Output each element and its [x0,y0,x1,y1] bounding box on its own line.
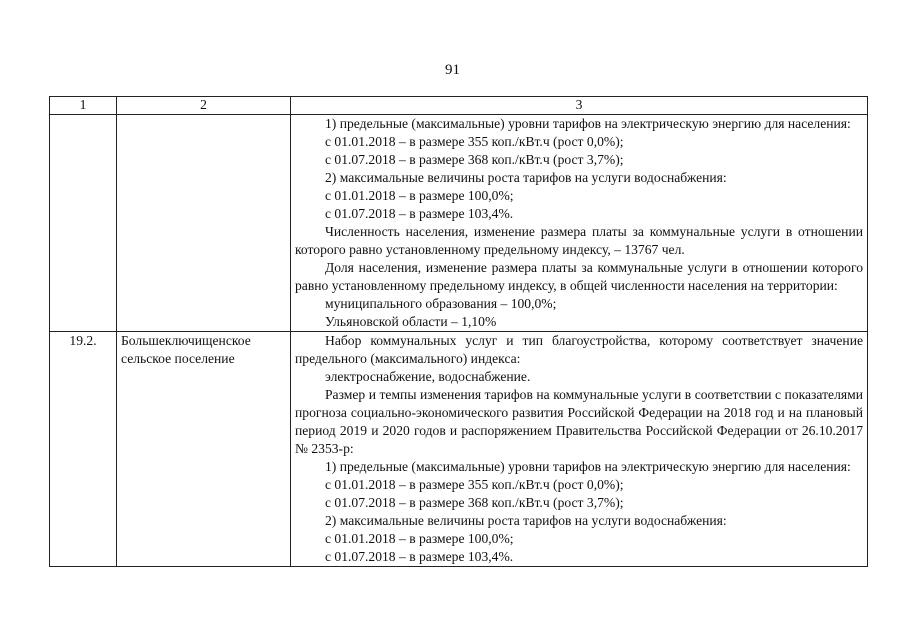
paragraph: с 01.07.2018 – в размере 103,4%. [325,549,514,564]
paragraph: с 01.07.2018 – в размере 368 коп./кВт.ч (рост 3,7%); [325,152,624,167]
row-number-cell [50,115,117,332]
paragraph: 1) предельные (максимальные) уровни тарифов на электрическую энергию для населения: [325,459,851,474]
paragraph: с 01.01.2018 – в размере 100,0%; [325,188,514,203]
tariff-table [49,96,868,567]
paragraph: с 01.07.2018 – в размере 103,4%. [325,206,514,221]
row-number-cell: 19.2. [50,332,117,567]
paragraph: с 01.01.2018 – в размере 355 коп./кВт.ч (рост 0,0%); [325,477,624,492]
table-row-19-2 [50,332,868,567]
column-header-2: 2 [117,97,291,115]
paragraph: с 01.01.2018 – в размере 355 коп./кВт.ч (рост 0,0%); [325,134,624,149]
paragraph: Размер и темпы изменения тарифов на коммунальные услуги в соответствии с показателями прогноза социально-экономического развития Российской Федерации на 2018 год и на плановый период 2019 и 2020 годов и распоряжением Правительства Российской Федерации от 26.10.2017 № 2353-р: [295,387,863,456]
paragraph: электроснабжение, водоснабжение. [325,369,531,384]
paragraph: муниципального образования – 100,0%; [325,296,557,311]
column-header-3: 3 [291,97,868,115]
paragraph: с 01.07.2018 – в размере 368 коп./кВт.ч (рост 3,7%); [325,495,624,510]
tariff-description-cell [291,115,868,332]
table-header-row [50,97,868,115]
page-number: 91 [445,62,460,78]
paragraph: Численность населения, изменение размера платы за коммунальные услуги в отношении которого равно установленному предельному индексу, – 13767 чел. [295,224,863,257]
paragraph: с 01.01.2018 – в размере 100,0%; [325,531,514,546]
paragraph: Набор коммунальных услуг и тип благоустройства, которому соответствует значение предельного (максимального) индекса: [295,333,863,366]
paragraph: 1) предельные (максимальные) уровни тарифов на электрическую энергию для населения: [325,116,851,131]
tariff-description-cell [291,332,868,567]
paragraph: 2) максимальные величины роста тарифов на услуги водоснабжения: [325,513,727,528]
settlement-name-cell: Большеключищенское сельское поселение [117,332,291,567]
settlement-name-cell [117,115,291,332]
table-row-continuation [50,115,868,332]
paragraph: Ульяновской области – 1,10% [325,314,497,329]
paragraph: Доля населения, изменение размера платы за коммунальные услуги в отношении которого равно установленному предельному индексу, в общей численности населения на территории: [295,260,863,293]
column-header-1: 1 [50,97,117,115]
paragraph: 2) максимальные величины роста тарифов на услуги водоснабжения: [325,170,727,185]
